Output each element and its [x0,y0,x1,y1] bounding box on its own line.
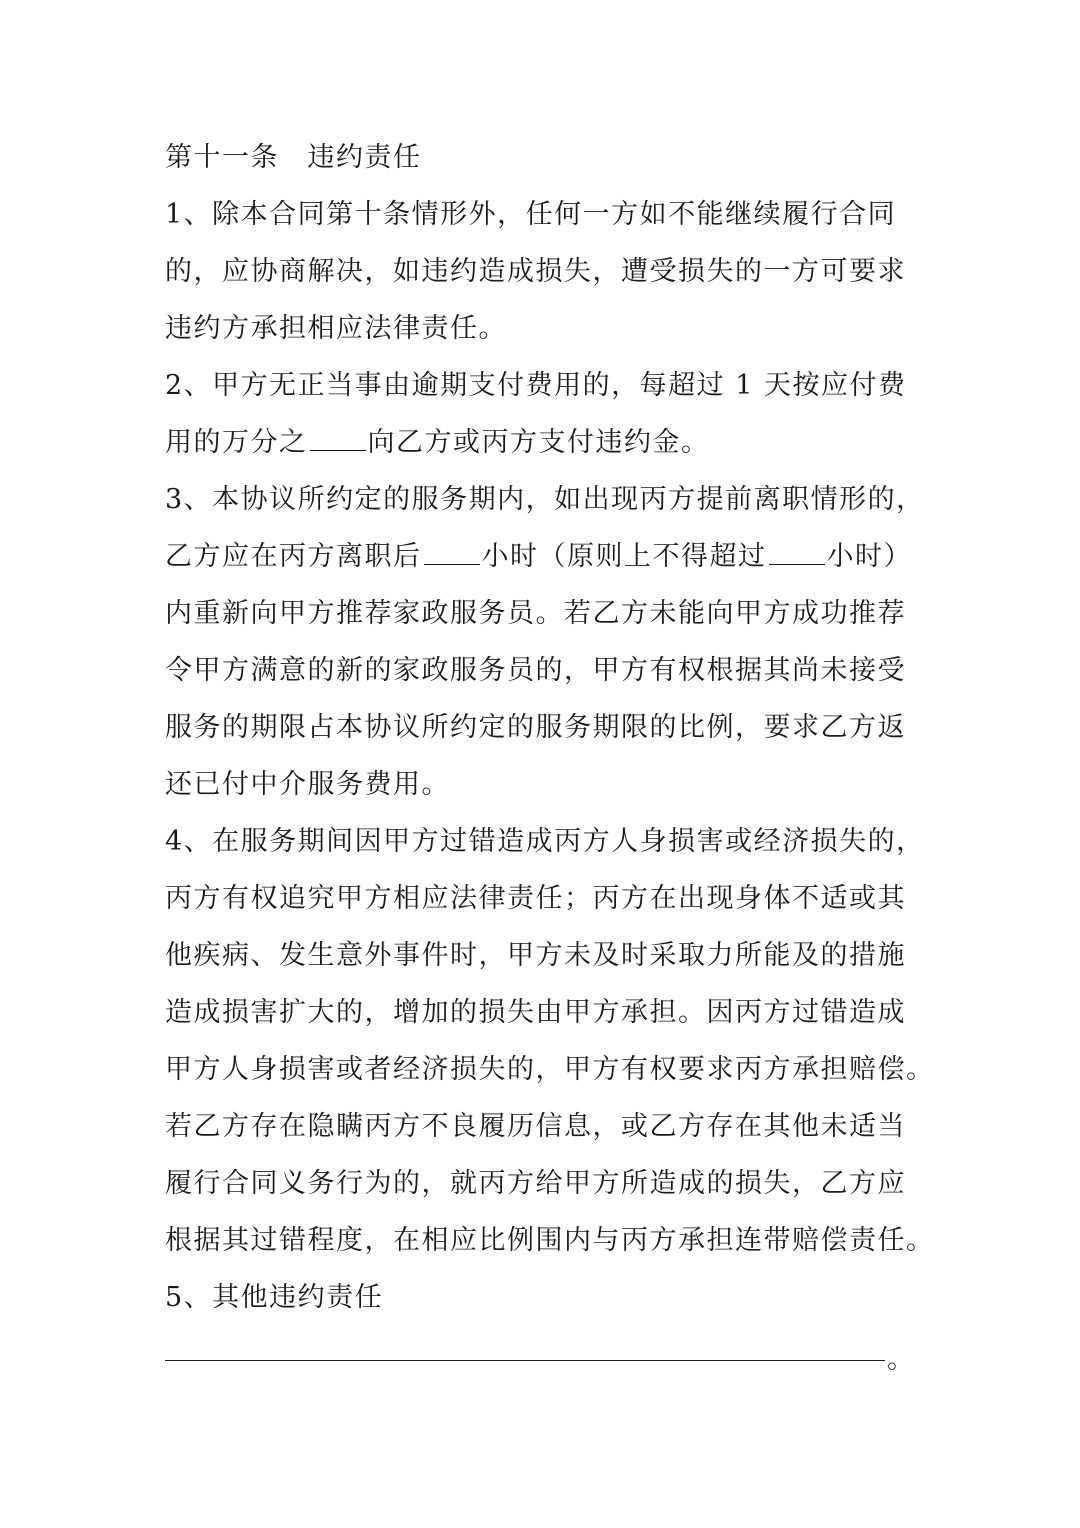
clause-3-line-3: 内重新向甲方推荐家政服务员。若乙方未能向甲方成功推荐 [165,598,906,629]
clause-5-line-1: 5、其他违约责任 [165,1282,384,1313]
clause-4-line-1: 4、在服务期间因甲方过错造成丙方人身损害或经济损失的， [165,826,925,857]
clause-4-line-4: 造成损害扩大的，增加的损失由甲方承担。因丙方过错造成 [165,997,906,1028]
clause-1-line-2: 的，应协商解决，如违约造成损失，遭受损失的一方可要求 [165,256,906,287]
penalty-rate-blank[interactable] [310,420,366,451]
clause-2-line-1: 2、甲方无正当事由逾期支付费用的，每超过 1 天按应付费 [165,370,907,401]
clause-1-line-3: 违约方承担相应法律责任。 [165,313,507,344]
clause-3-text-b: 小时（原则上不得超过 [481,541,767,572]
clause-4-line-8: 根据其过错程度，在相应比例围内与丙方承担连带赔偿责任。 [165,1225,935,1256]
clause-5-end-mark: 。 [887,1344,914,1375]
clause-4-line-7: 履行合同义务行为的，就丙方给甲方所造成的损失，乙方应 [165,1168,906,1199]
clause-3-line-1: 3、本协议所约定的服务期内，如出现丙方提前离职情形的， [165,484,925,515]
other-liability-blank[interactable] [165,1360,885,1361]
clause-2-line-2 [165,419,710,467]
clause-4-line-3: 他疾病、发生意外事件时，甲方未及时采取力所能及的措施 [165,940,906,971]
replacement-hours-blank[interactable] [424,534,480,565]
clause-3-line-5: 服务的期限占本协议所约定的服务期限的比例，要求乙方返 [165,712,906,743]
clause-4-line-6: 若乙方存在隐瞒丙方不良履历信息，或乙方存在其他未适当 [165,1111,906,1142]
clause-3-line-6: 还已付中介服务费用。 [165,769,450,800]
clause-3-text-c: 小时） [826,541,912,572]
clause-3-line-4: 令甲方满意的新的家政服务员的，甲方有权根据其尚未接受 [165,655,906,686]
clause-1-line-1: 1、除本合同第十条情形外，任何一方如不能继续履行合同 [165,199,897,230]
max-hours-blank[interactable] [769,534,825,565]
article-heading: 第十一条 违约责任 [165,142,422,173]
clause-3-text-a: 乙方应在丙方离职后 [165,541,422,572]
clause-4-line-5: 甲方人身损害或者经济损失的，甲方有权要求丙方承担赔偿。 [165,1054,935,1085]
clause-3-line-2 [165,533,912,581]
clause-4-line-2: 丙方有权追究甲方相应法律责任；丙方在出现身体不适或其 [165,883,906,914]
clause-2-text-before-blank: 用的万分之 [165,427,308,458]
clause-2-text-after-blank: 向乙方或丙方支付违约金。 [367,427,710,458]
